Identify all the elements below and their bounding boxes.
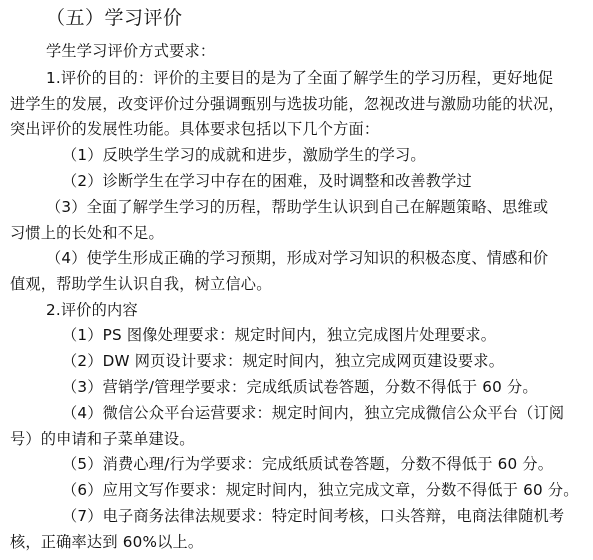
content-item-4-continued: 号）的申请和子菜单建设。 [10, 430, 195, 448]
purpose-item-4: （4）使学生形成正确的学习预期，形成对学习知识的积极态度、情感和价 [46, 249, 549, 267]
content-title-line: 2.评价的内容 [46, 301, 138, 319]
purpose-item-3-continued: 习惯上的长处和不足。 [10, 224, 164, 242]
content-item-4: （4）微信公众平台运营要求：规定时间内，独立完成微信公众平台（订阅 [62, 404, 565, 422]
section-heading: （五）学习评价 [46, 7, 183, 29]
content-item-7: （7）电子商务法律法规要求：特定时间考核，口头答辩，电商法律随机考 [62, 507, 565, 525]
purpose-item-2: （2）诊断学生在学习中存在的困难，及时调整和改善教学过 [62, 172, 472, 190]
content-item-3: （3）营销学/管理学要求：完成纸质试卷答题，分数不得低于 60 分。 [62, 378, 538, 396]
content-item-5: （5）消费心理/行为学要求：完成纸质试卷答题，分数不得低于 60 分。 [62, 455, 554, 473]
content-item-7-continued: 核，正确率达到 60%以上。 [10, 533, 204, 551]
content-item-1: （1）PS 图像处理要求：规定时间内，独立完成图片处理要求。 [62, 326, 497, 344]
purpose-title-line: 1.评价的目的：评价的主要目的是为了全面了解学生的学习历程，更好地促 [46, 69, 554, 87]
purpose-item-4-continued: 值观，帮助学生认识自我，树立信心。 [10, 275, 272, 293]
purpose-text-line-3: 突出评价的发展性功能。具体要求包括以下几个方面： [10, 120, 380, 138]
intro-text: 学生学习评价方式要求： [46, 42, 216, 60]
purpose-item-1: （1）反映学生学习的成就和进步，激励学生的学习。 [62, 146, 426, 164]
content-item-6: （6）应用文写作要求：规定时间内，独立完成文章，分数不得低于 60 分。 [62, 481, 579, 499]
content-item-2: （2）DW 网页设计要求：规定时间内，独立完成网页建设要求。 [62, 352, 505, 370]
purpose-text-line-2: 进学生的发展，改变评价过分强调甄别与选拔功能，忽视改进与激励功能的状况， [10, 95, 564, 113]
purpose-item-3: （3）全面了解学生学习的历程，帮助学生认识到自己在解题策略、思维或 [46, 198, 549, 216]
